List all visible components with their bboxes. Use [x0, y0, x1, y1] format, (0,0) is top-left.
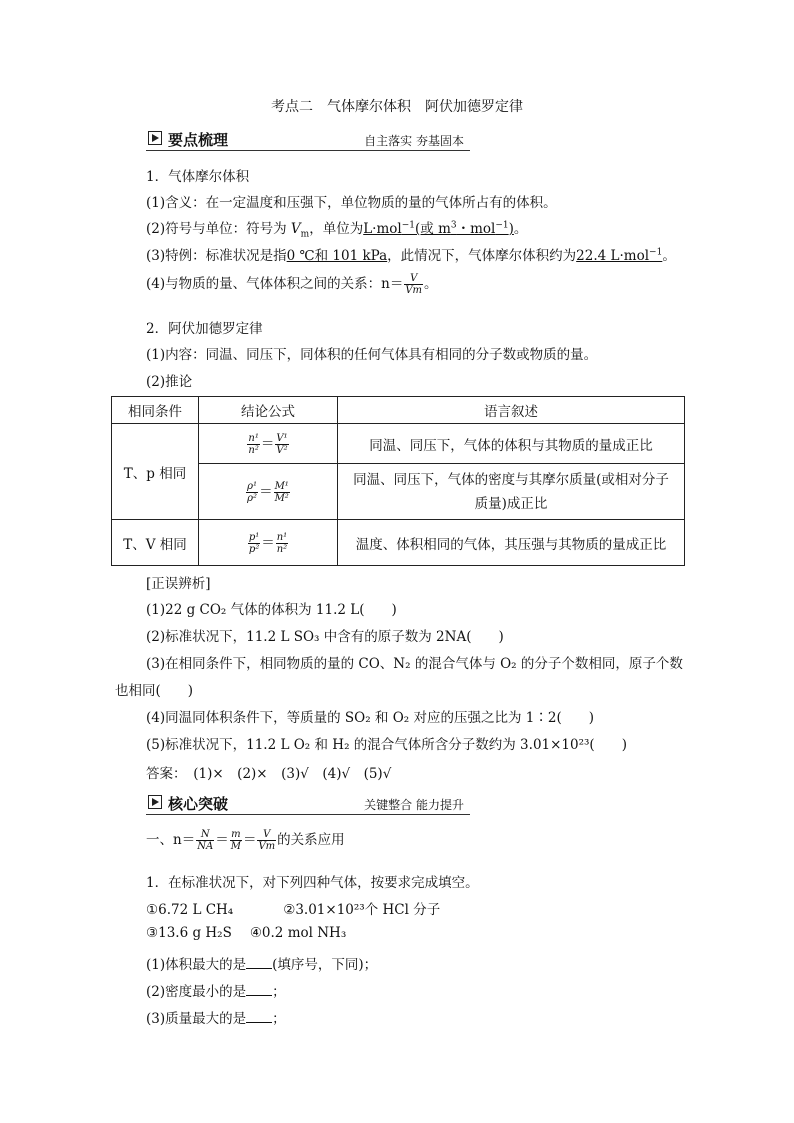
gas-list-row-1: ①6.72 L CH₄ ②3.01×10²³个 HCl 分子 [146, 902, 441, 918]
fill-in-3: (3)质量最大的是 ； [146, 1011, 286, 1027]
inference-label: (2)推论 [146, 374, 193, 390]
question-2: (2)标准状况下，11.2 L SO₃ 中含有的原子数为 2NA( ) [146, 629, 504, 645]
statement-cell: 同温、同压下，气体的密度与其摩尔质量(或相对分子 质量)成正比 [338, 464, 685, 520]
section-tag: 自主落实 夯基固本 [364, 134, 464, 148]
page-title: 考点二 气体摩尔体积 阿伏加德罗定律 [271, 99, 523, 115]
exercise-stem: 1．在标准状况下，对下列四种气体，按要求完成填空。 [146, 875, 479, 891]
answer-blank[interactable] [246, 968, 272, 969]
section-name: 核心突破 [168, 795, 229, 813]
formula-cell: $\frac{\text{ρ¹}}{\text{ρ²}}$ ＝ $\frac{\text{M¹}}{\text{M²}}$ [199, 464, 338, 520]
relation-heading: 一、n＝ $\frac{N}{NA}$ ＝ $\frac{m}{M}$ ＝ $\frac{V}{Vm}$ 的关系应用 [146, 829, 345, 852]
fraction-v-over-vm: $\frac{V}{Vm}$ [405, 273, 423, 296]
true-false-heading: [正误辨析] [146, 576, 211, 592]
formula-cell: $\frac{\text{p¹}}{\text{p²}}$ ＝ $\frac{\text{n¹}}{\text{n²}}$ [199, 520, 338, 566]
table-header: 语言叙述 [338, 397, 685, 424]
statement-cell: 同温、同压下，气体的体积与其物质的量成正比 [338, 424, 685, 464]
avogadro-content: (1)内容：同温、同压下，同体积的任何气体具有相同的分子数或物质的量。 [146, 347, 598, 363]
answers: 答案： (1)× (2)× (3)√ (4)√ (5)√ [146, 766, 392, 782]
answer-blank[interactable] [246, 995, 272, 996]
question-3-cont: 也相同( ) [115, 683, 194, 699]
relation-line: (4)与物质的量、气体体积之间的关系：n＝ $\frac{V}{Vm}$ 。 [146, 273, 438, 296]
table-header: 相同条件 [112, 397, 199, 424]
definition-line: (1)含义：在一定温度和压强下，单位物质的量的气体所占有的体积。 [146, 195, 557, 211]
table-header: 结论公式 [199, 397, 338, 424]
statement-cell: 温度、体积相同的气体，其压强与其物质的量成正比 [338, 520, 685, 566]
formula-cell: $\frac{\text{n¹}}{\text{n²}}$ ＝ $\frac{\text{V¹}}{\text{V²}}$ [199, 424, 338, 464]
fill-in-2: (2)密度最小的是 ； [146, 984, 286, 1000]
heading-avogadro: 2．阿伏加德罗定律 [146, 321, 263, 337]
question-3: (3)在相同条件下，相同物质的量的 CO、N₂ 的混合气体与 O₂ 的分子个数相同，原子个数 [146, 656, 683, 672]
gas-list-row-2: ③13.6 g H₂S ④0.2 mol NH₃ [146, 925, 347, 941]
question-1: (1)22 g CO₂ 气体的体积为 11.2 L( ) [146, 602, 397, 618]
question-4: (4)同温同体积条件下，等质量的 SO₂ 和 O₂ 对应的压强之比为 1∶2( ) [146, 710, 594, 726]
play-triangle-icon [148, 795, 162, 809]
inference-table [111, 396, 685, 566]
play-triangle-icon [148, 131, 162, 145]
special-case-line: (3)特例：标准状况是指0 ℃和 101 kPa，此情况下，气体摩尔体积约为22.4 L·mol$^{-1}$。 [146, 247, 676, 264]
symbol-unit-line: (2)符号与单位：符号为 $V_m$，单位为L·mol$^{-1}$(或 $m^3$・mol$^{-1}$)。 [146, 220, 528, 240]
fill-in-1: (1)体积最大的是 (填序号，下同)； [146, 957, 378, 973]
question-5: (5)标准状况下，11.2 L O₂ 和 H₂ 的混合气体所含分子数约为 3.01×10²³( ) [146, 737, 627, 753]
section-header-key-points [146, 128, 470, 151]
section-name: 要点梳理 [168, 131, 229, 149]
answer-blank[interactable] [246, 1022, 272, 1023]
condition-cell: T、V 相同 [112, 520, 199, 566]
section-header-core [146, 792, 470, 815]
heading-molar-volume: 1．气体摩尔体积 [146, 169, 250, 185]
condition-cell: T、p 相同 [112, 424, 199, 520]
section-tag: 关键整合 能力提升 [364, 798, 464, 812]
